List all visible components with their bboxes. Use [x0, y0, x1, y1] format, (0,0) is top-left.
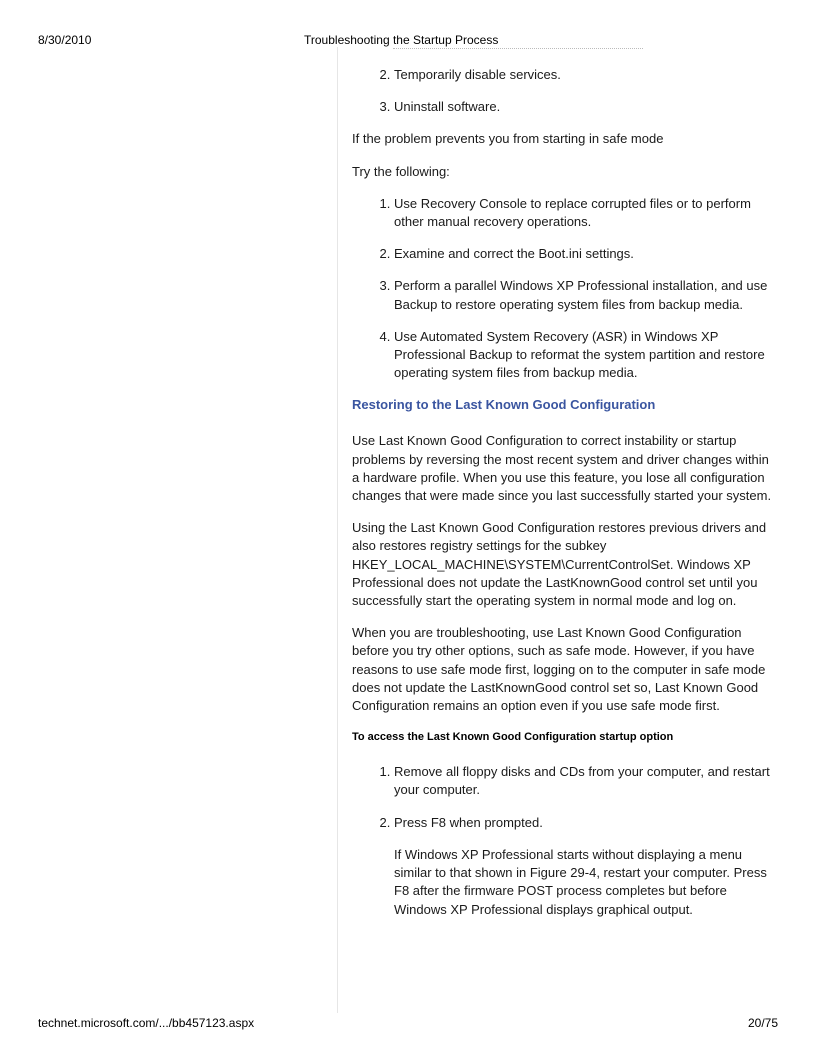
try-following-text: Try the following:	[352, 163, 450, 179]
page-number: 20/75	[747, 1016, 778, 1030]
procedure-steps	[352, 763, 772, 918]
list-item: 2. Examine and correct the Boot.ini settings.	[394, 245, 772, 263]
print-page-title: Troubleshooting the Startup Process	[304, 33, 499, 47]
step-note: If Windows XP Professional starts without displaying a menu similar to that shown in Figure 29-4, restart your computer. Press F8 after the firmware POST process completes but before Windows XP Professional displays graphical output.	[394, 846, 767, 917]
paragraph: Use Last Known Good Configuration to correct instability or startup problems by reversing the most recent system and driver changes within a hardware profile. When you use this feature, you lose all configuration changes that were made since you last successfully started your system.	[352, 433, 772, 504]
list-item: 3. Perform a parallel Windows XP Professional installation, and use Backup to restore operating system files from backup media.	[394, 277, 772, 313]
section-heading: Restoring to the Last Known Good Configuration	[352, 397, 656, 413]
list-item: 2. Temporarily disable services.	[394, 66, 772, 84]
cutoff-text-remnant	[393, 47, 643, 50]
list-item: 1. Remove all floppy disks and CDs from your computer, and restart your computer.	[394, 763, 772, 799]
article-content	[352, 66, 772, 933]
step-text: Press F8 when prompted.	[394, 814, 543, 830]
print-date: 8/30/2010	[38, 33, 92, 47]
list-item: 3. Uninstall software.	[394, 98, 772, 116]
paragraph: Using the Last Known Good Configuration restores previous drivers and also restores registry settings for the subkey HKEY_LOCAL_MACHINE\SYSTEM\CurrentControlSet. Windows XP Professional does not update the LastKnownGood control set until you successfully start the operating system in normal mode and log on.	[352, 520, 767, 609]
paragraph: When you are troubleshooting, use Last Known Good Configuration before you try other options, such as safe mode. However, if you have reasons to use safe mode first, logging on to the computer in safe mode does not update the LastKnownGood control set so, Last Known Good Configuration remains an option even if you use safe mode first.	[352, 625, 766, 714]
print-footer	[0, 1016, 816, 1032]
list-item	[394, 814, 772, 919]
list-item: 4. Use Automated System Recovery (ASR) in Windows XP Professional Backup to reformat the system partition and restore operating system files from backup media.	[394, 328, 772, 383]
procedure-heading: To access the Last Known Good Configuration startup option	[352, 731, 674, 744]
column-divider	[337, 47, 338, 1013]
print-url: technet.microsoft.com/.../bb457123.aspx	[38, 1016, 255, 1030]
safe-mode-condition: If the problem prevents you from starting in safe mode	[352, 131, 664, 147]
recovery-options-list	[352, 195, 772, 383]
remedy-list	[352, 66, 772, 116]
list-item: 1. Use Recovery Console to replace corrupted files or to perform other manual recovery operations.	[394, 195, 772, 231]
